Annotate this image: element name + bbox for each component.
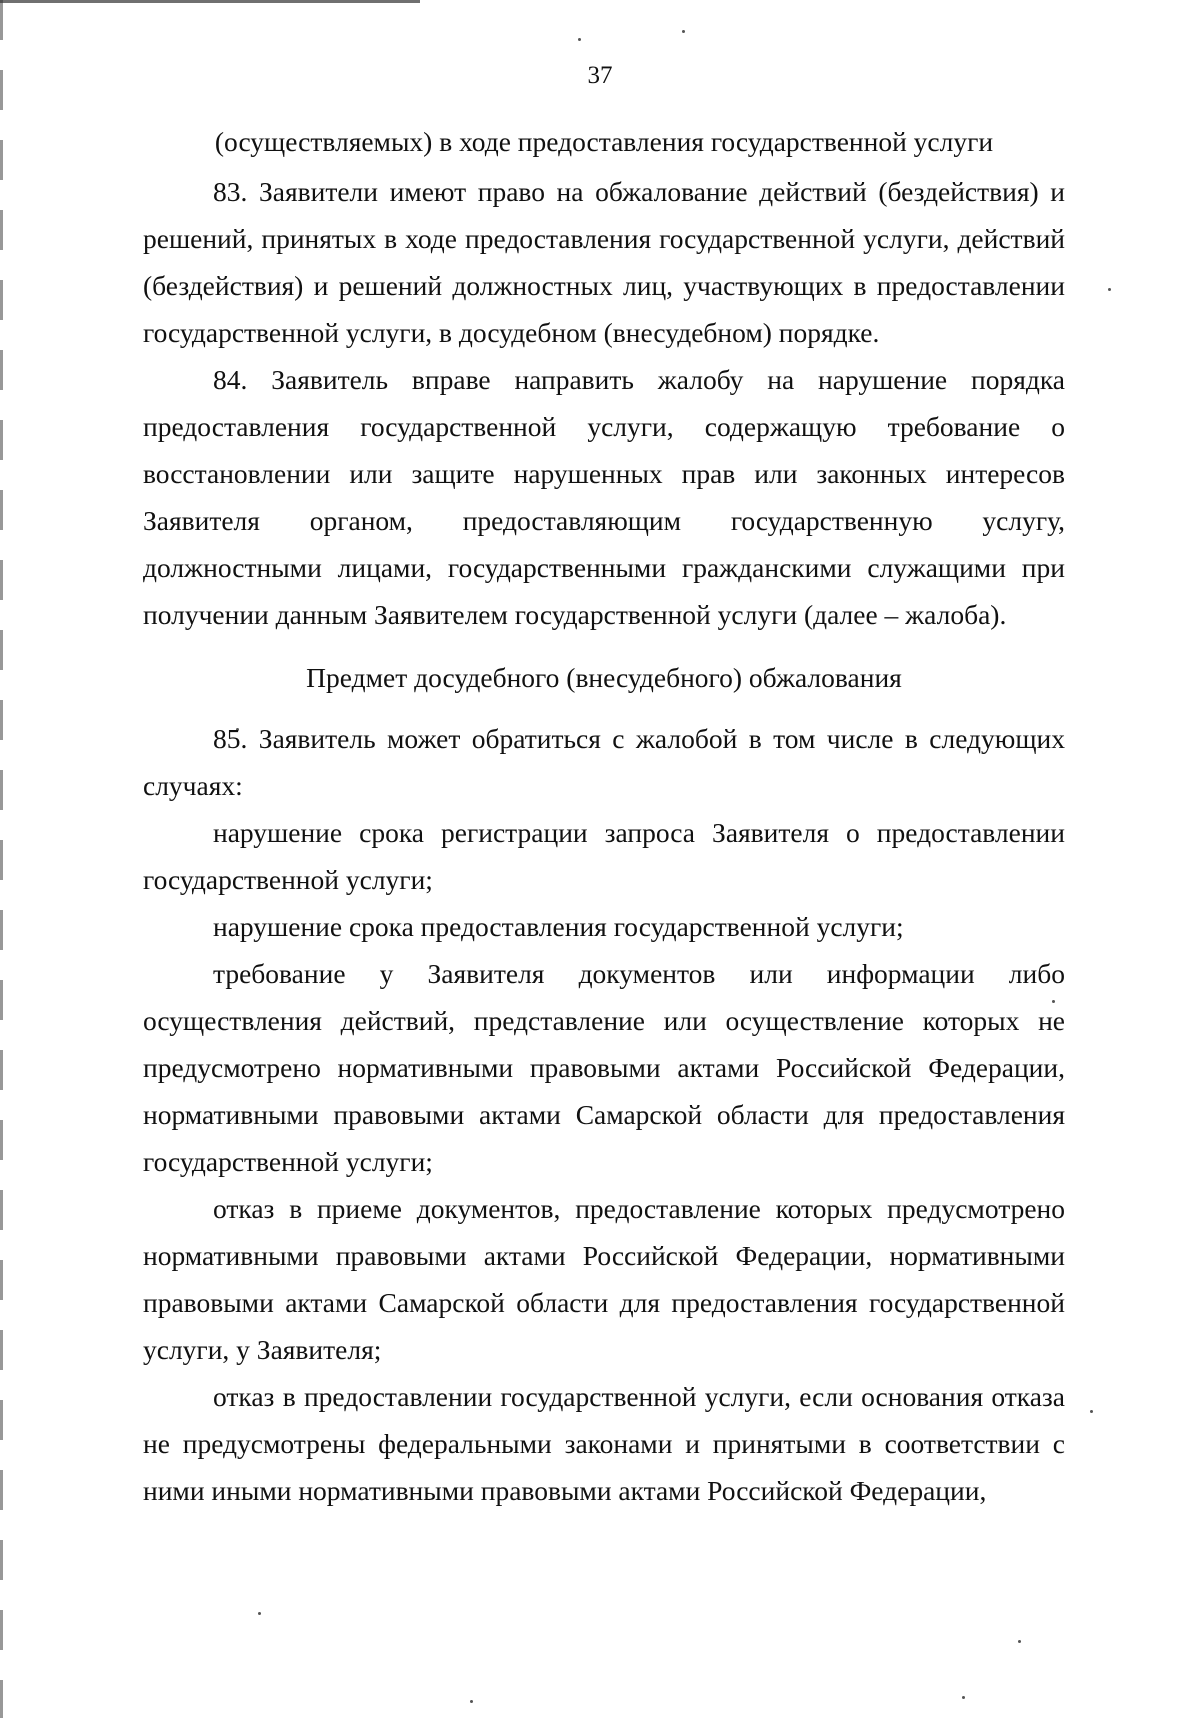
scan-speck xyxy=(1018,1640,1021,1643)
page-number: 37 xyxy=(587,62,613,89)
paragraph-84: 84. Заявитель вправе направить жалобу на нарушение порядка предоставления государственной услуги, содержащую требование о восстановлении или защите нарушенных прав или законных интересов Заявителя органом, предоставляющим государственную услугу, должностными лицами, государственными гражданскими служащими при получении данным Заявителем государственной услуги (далее – жалоба). xyxy=(143,364,1065,630)
list-item: требование у Заявителя документов или информации либо осуществления действий, представление или осуществление которых не предусмотрено нормативными правовыми актами Российской Федерации, нормативными правовыми актами Самарской области для предоставления государственной услуги; xyxy=(143,958,1065,1177)
scan-speck xyxy=(1108,288,1111,291)
document-body xyxy=(143,118,1065,1514)
scan-speck xyxy=(1090,1410,1093,1413)
scan-speck xyxy=(470,1700,473,1703)
scan-speck xyxy=(962,1696,965,1699)
section-title-continuation: (осуществляемых) в ходе предоставления государственной услуги xyxy=(214,126,994,157)
list-item: нарушение срока предоставления государственной услуги; xyxy=(213,911,904,942)
scan-speck xyxy=(682,30,685,33)
scan-top-edge xyxy=(0,0,420,3)
section-heading: Предмет досудебного (внесудебного) обжалования xyxy=(306,662,902,693)
list-item: отказ в предоставлении государственной услуги, если основания отказа не предусмотрены федеральными законами и принятыми в соответствии с ними иными нормативными правовыми актами Российской Федерации, xyxy=(143,1381,1065,1506)
scan-left-edge xyxy=(0,0,3,1718)
list-item: нарушение срока регистрации запроса Заявителя о предоставлении государственной услуги; xyxy=(143,817,1065,895)
paragraph-85: 85. Заявитель может обратиться с жалобой в том числе в следующих случаях: xyxy=(143,723,1065,801)
paragraph-83: 83. Заявители имеют право на обжалование действий (бездействия) и решений, принятых в ходе предоставления государственной услуги, действий (бездействия) и решений должностных лиц, участвующих в предоставлении государственной услуги, в досудебном (внесудебном) порядке. xyxy=(143,176,1065,348)
scan-speck xyxy=(258,1612,261,1615)
scan-speck xyxy=(578,38,581,41)
list-item: отказ в приеме документов, предоставление которых предусмотрено нормативными правовыми актами Российской Федерации, нормативными правовыми актами Самарской области для предоставления государственной услуги, у Заявителя; xyxy=(143,1193,1065,1365)
